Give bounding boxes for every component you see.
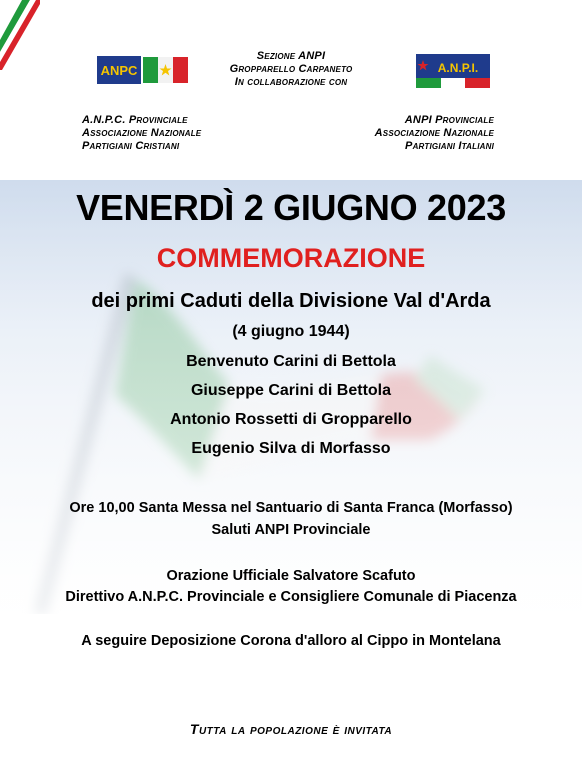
program-oration: Orazione Ufficiale Salvatore Scafuto — [166, 568, 416, 584]
header-right-line-1: ANPI Provinciale — [404, 114, 494, 126]
fall-date: (4 giugno 1944) — [232, 323, 350, 340]
event-title: COMMEMORAZIONE — [156, 243, 426, 273]
footer-invitation: Tutta la popolazione è invitata — [189, 721, 393, 737]
header-center-line-2: Gropparello Carpaneto — [229, 63, 353, 75]
anpi-logo-text: A.N.P.I. — [437, 61, 479, 75]
fallen-name: Eugenio Silva di Morfasso — [191, 440, 391, 457]
header-center-line-1: Sezione ANPI — [256, 50, 326, 62]
anpc-logo-text: ANPC — [100, 63, 138, 78]
header-partner-right — [375, 114, 494, 153]
program-mass: Ore 10,00 Santa Messa nel Santuario di Santa Franca (Morfasso) — [69, 500, 513, 516]
anpi-logo — [416, 54, 490, 88]
header-right-line-2: Associazione Nazionale — [374, 127, 494, 139]
anpc-logo — [97, 56, 189, 84]
event-date: VENERDÌ 2 GIUGNO 2023 — [76, 187, 506, 228]
program-wreath: A seguire Deposizione Corona d'alloro al Cippo in Montelana — [81, 633, 501, 649]
fallen-name: Benvenuto Carini di Bettola — [186, 353, 396, 370]
header-left-line-1: A.N.P.C. Provinciale — [82, 114, 188, 126]
fallen-name: Antonio Rossetti di Gropparello — [170, 411, 412, 428]
program-greetings: Saluti ANPI Provinciale — [211, 522, 371, 538]
fallen-name: Giuseppe Carini di Bettola — [190, 382, 392, 399]
header-organizer — [180, 50, 402, 89]
header-left-line-3: Partigiani Cristiani — [82, 140, 180, 152]
header-partner-left — [82, 114, 201, 153]
header-center-line-3: In collaborazione con — [234, 76, 348, 88]
program-oration-role: Direttivo A.N.P.C. Provinciale e Consigliere Comunale di Piacenza — [65, 589, 517, 605]
corner-flag-ribbon — [0, 0, 40, 70]
event-subtitle: dei primi Caduti della Divisione Val d'Arda — [91, 290, 491, 312]
header-right-line-3: Partigiani Italiani — [405, 140, 494, 152]
header-left-line-2: Associazione Nazionale — [82, 127, 202, 139]
